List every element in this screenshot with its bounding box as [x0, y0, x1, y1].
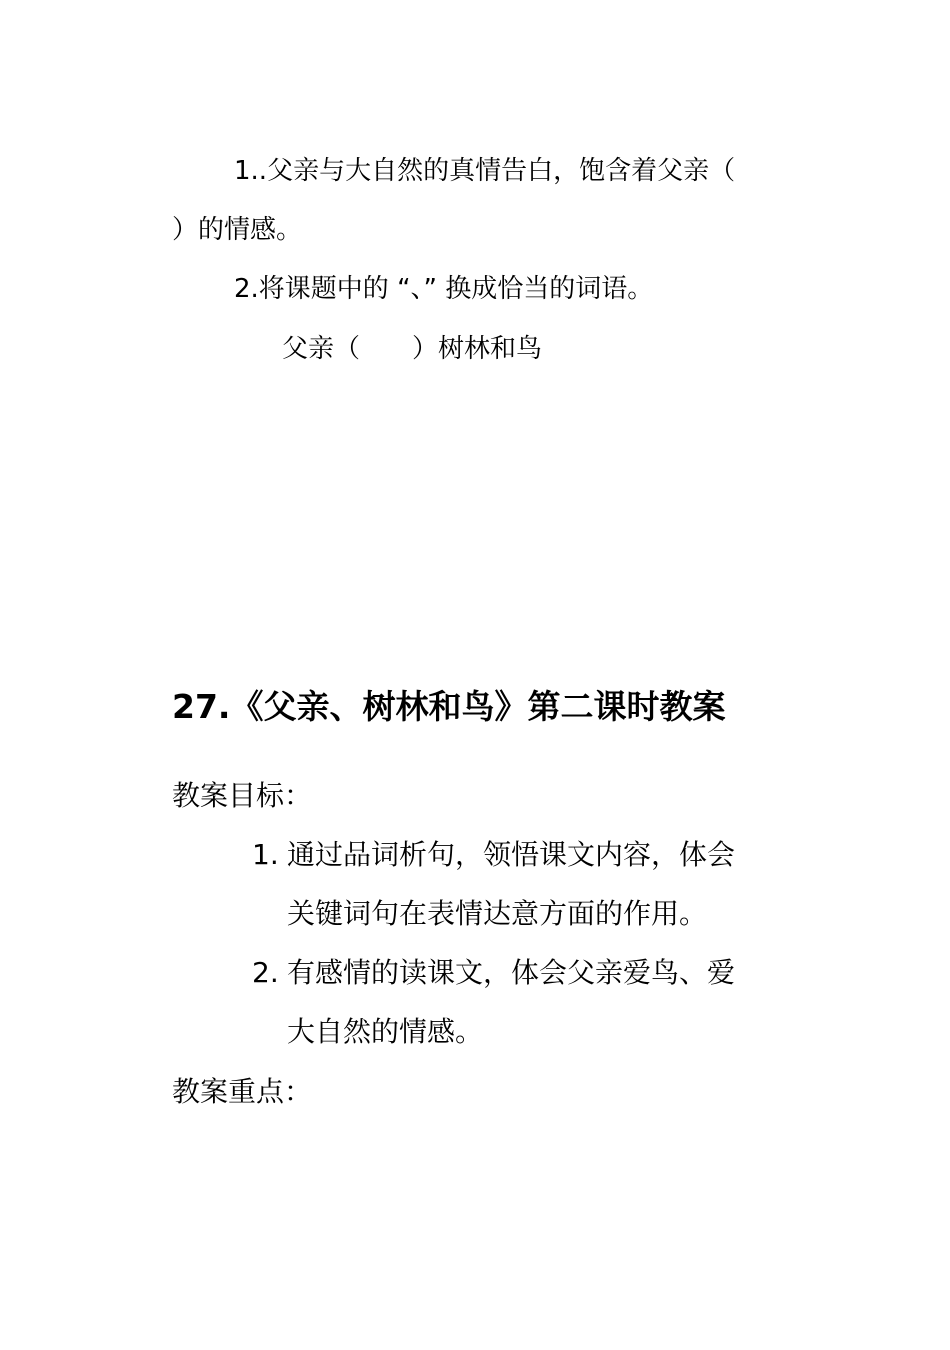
question-2: 2.将课题中的 “、” 换成恰当的词语。	[234, 274, 654, 304]
objective-2-number: 2.	[252, 956, 279, 989]
objective-1-line-1: 通过品词析句，领悟课文内容，体会	[287, 838, 736, 871]
objective-1-number: 1.	[252, 838, 279, 871]
question-1-line-2: ）的情感。	[172, 215, 303, 245]
key-points-heading: 教案重点：	[172, 1075, 313, 1108]
objective-1-line-2: 关键词句在表情达意方面的作用。	[287, 897, 708, 930]
lesson-title: 27.《父亲、树林和鸟》第二课时教案	[172, 687, 726, 726]
question-2-fill-blank: 父亲（ ）树林和鸟	[282, 334, 543, 364]
objective-2-line-2: 大自然的情感。	[287, 1015, 484, 1048]
objectives-heading: 教案目标：	[172, 779, 313, 812]
objective-2-line-1: 有感情的读课文，体会父亲爱鸟、爱	[287, 956, 736, 989]
question-1-line-1: 1..父亲与大自然的真情告白，饱含着父亲（	[234, 156, 736, 186]
